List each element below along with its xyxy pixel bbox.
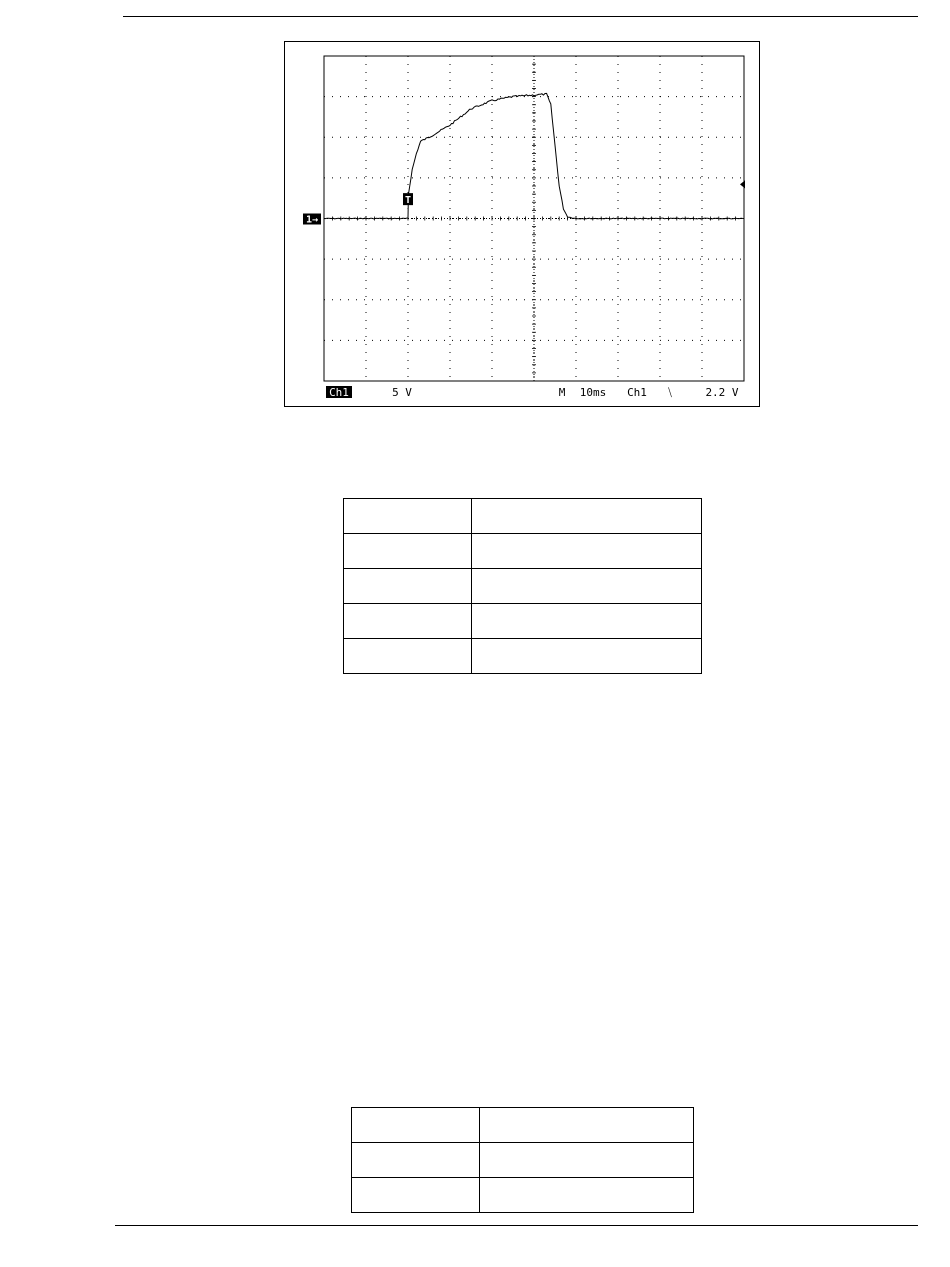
table-cell [472, 569, 702, 604]
table-row [344, 639, 702, 674]
table-cell [344, 534, 472, 569]
data-table-1 [343, 498, 702, 674]
table-cell [352, 1178, 480, 1213]
table-cell [344, 569, 472, 604]
table-cell [344, 639, 472, 674]
table-cell [344, 604, 472, 639]
trigger-slope-symbol: ⧹ [668, 386, 672, 399]
trigger-level-indicator [740, 180, 745, 188]
table-cell [352, 1143, 480, 1178]
volts-per-div-label: 5 V [392, 386, 412, 399]
header-rule [123, 16, 918, 17]
table-cell [480, 1178, 694, 1213]
timebase-prefix-label: M [558, 386, 566, 399]
table-cell [480, 1143, 694, 1178]
trigger-level-label: 2.2 V [705, 386, 739, 399]
trigger-position-marker-label: T [404, 195, 412, 207]
trigger-channel-label: Ch1 [627, 386, 647, 399]
table-cell [480, 1108, 694, 1143]
table-row [352, 1143, 694, 1178]
table-cell [344, 499, 472, 534]
table-row [352, 1178, 694, 1213]
table-row [344, 499, 702, 534]
footer-rule [115, 1225, 918, 1226]
oscilloscope-screen [284, 41, 760, 407]
channel-label: Ch1 [329, 386, 349, 399]
table-cell [352, 1108, 480, 1143]
ground-level-marker-label: 1→ [305, 214, 319, 226]
table-row [352, 1108, 694, 1143]
table-row [344, 534, 702, 569]
table-cell [472, 499, 702, 534]
data-table-2 [351, 1107, 694, 1213]
table-cell [472, 534, 702, 569]
table-row [344, 604, 702, 639]
table-row [344, 569, 702, 604]
timebase-label: 10ms [579, 386, 607, 399]
table-cell [472, 639, 702, 674]
table-cell [472, 604, 702, 639]
